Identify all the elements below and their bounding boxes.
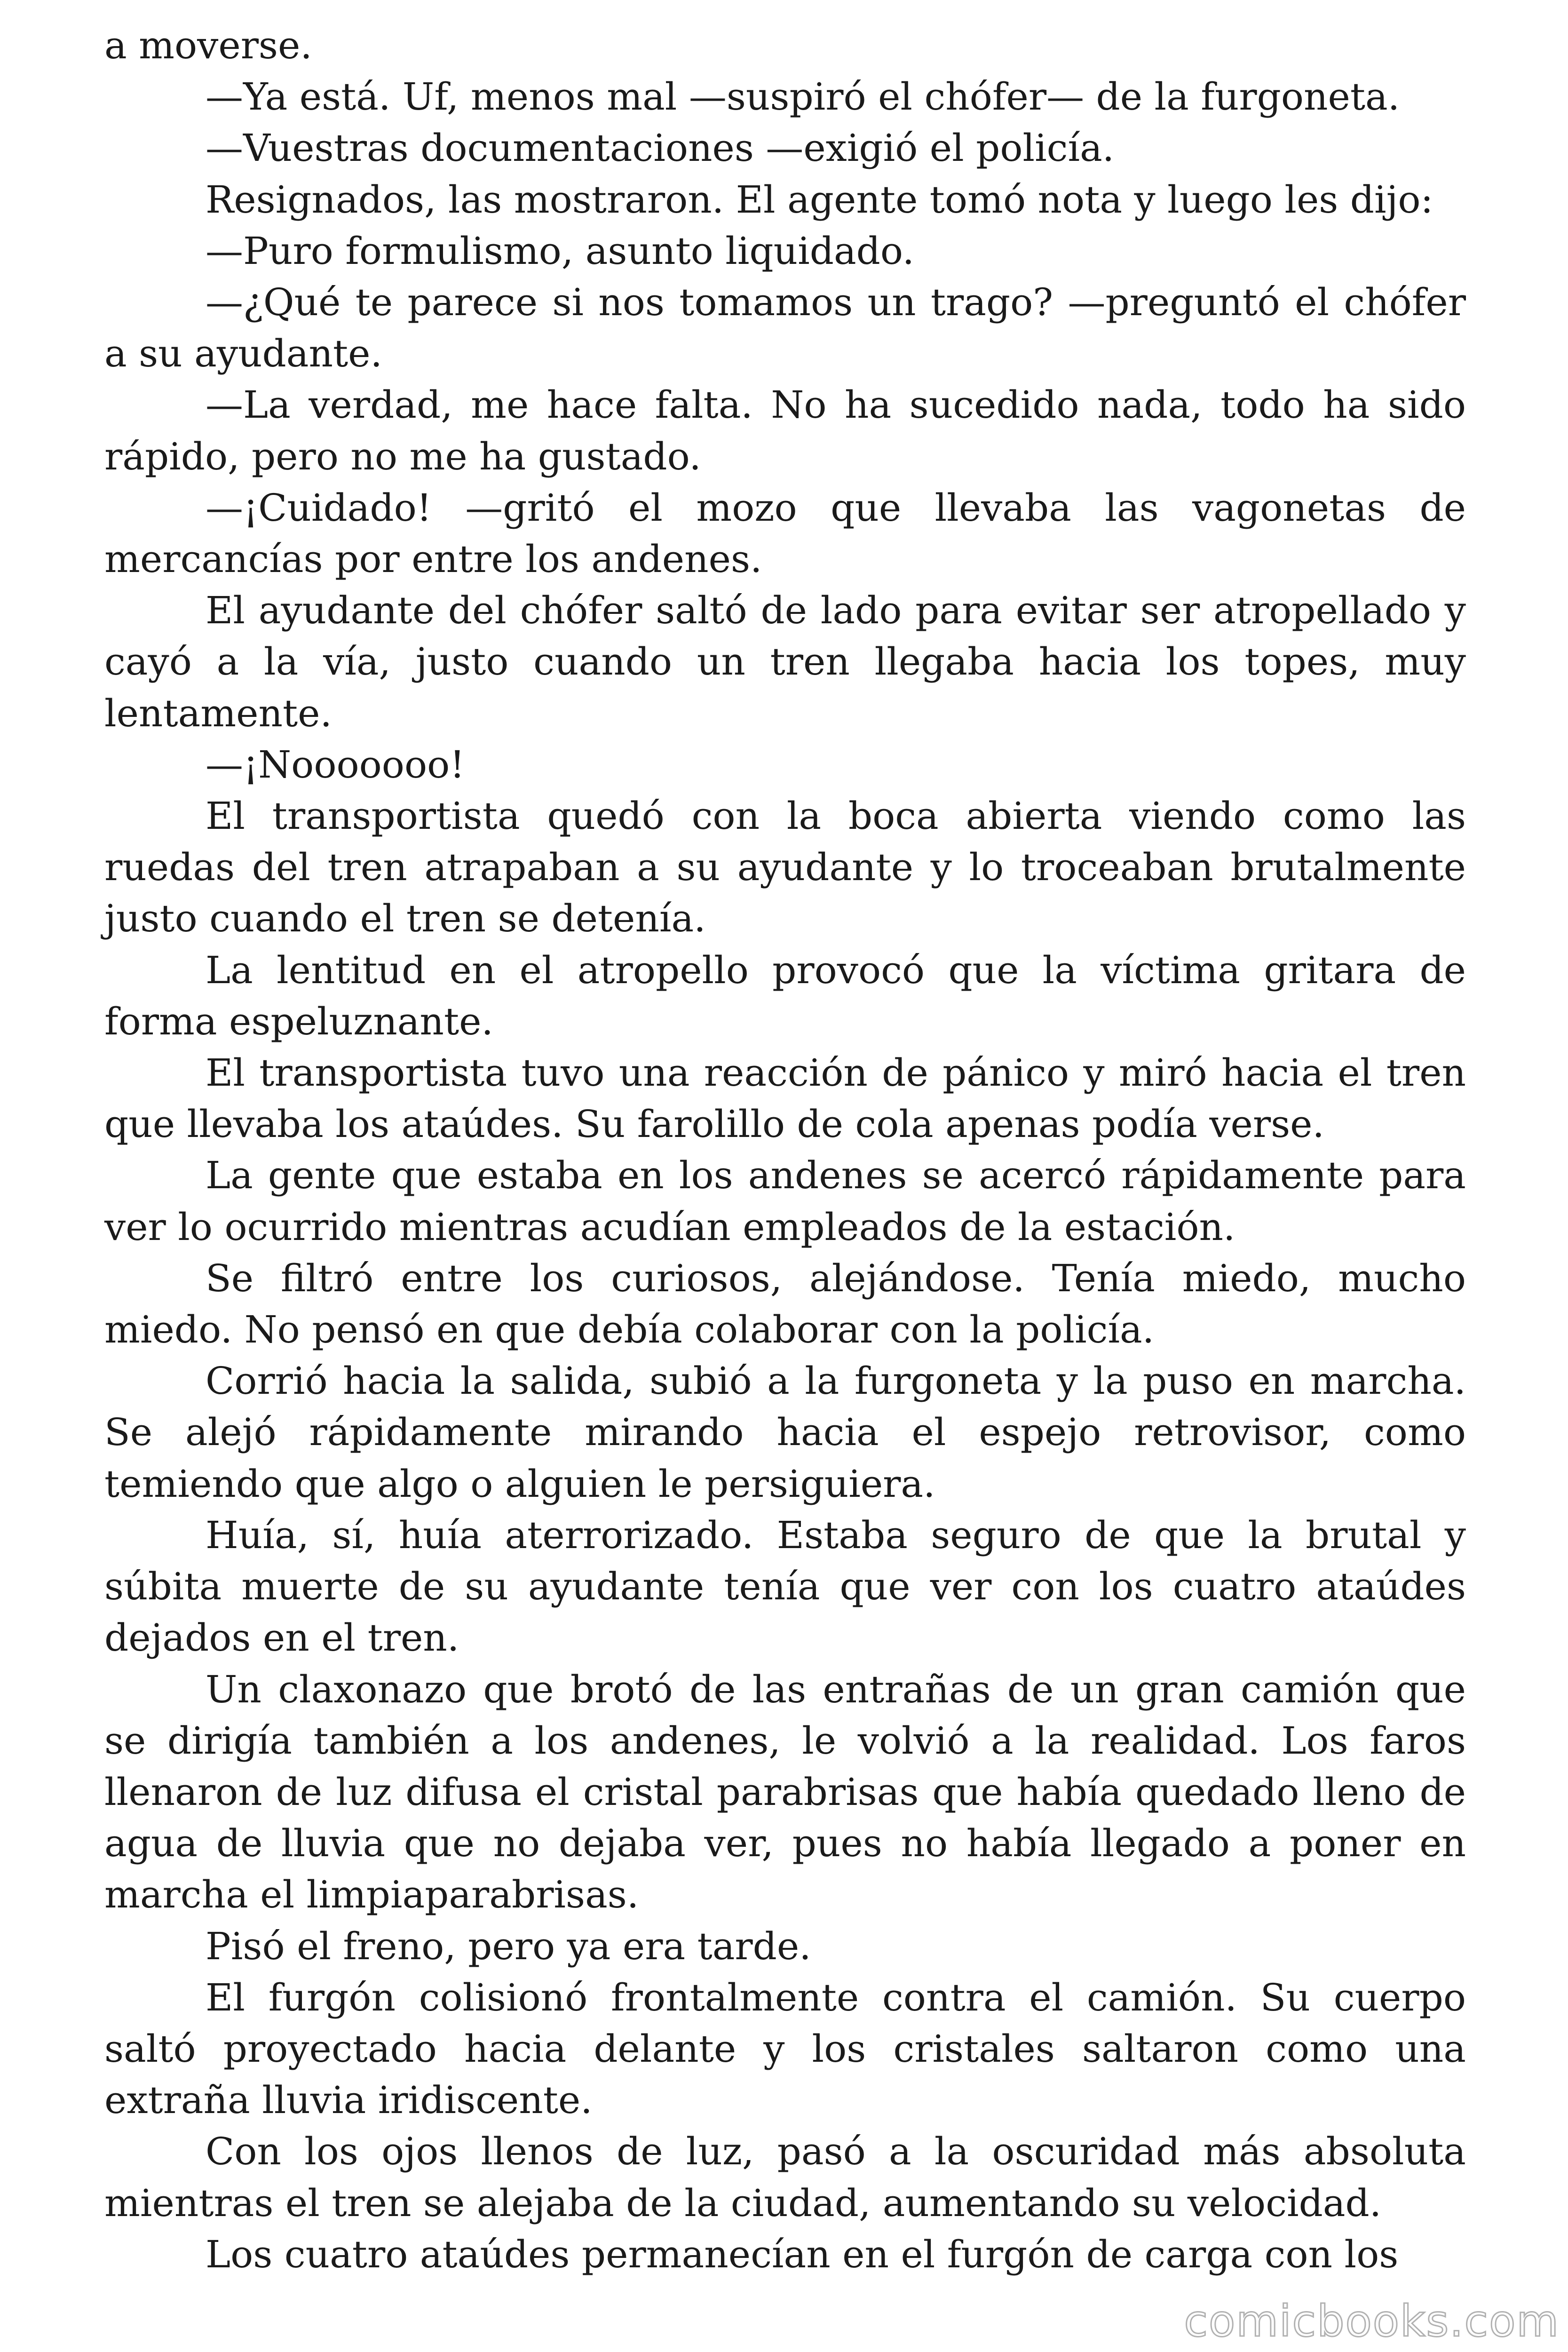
watermark: comicbooks.com [1184, 2296, 1560, 2346]
paragraph: —Vuestras documentaciones —exigió el policía. [206, 126, 1115, 170]
paragraph: El transportista tuvo una reacción de pánico y miró hacia el tren que llevaba los ataúdes. Su farolillo de cola apenas podía verse. [104, 1051, 1466, 1146]
paragraph: El furgón colisionó frontalmente contra el camión. Su cuerpo saltó proyectado hacia delante y los cristales saltaron como una extraña lluvia iridiscente. [104, 1975, 1466, 2122]
paragraph: Con los ojos llenos de luz, pasó a la oscuridad más absoluta mientras el tren se alejaba de la ciudad, aumentando su velocidad. [104, 2130, 1466, 2225]
paragraph: —Ya está. Uf, menos mal —suspiró el chófer— de la furgoneta. [206, 75, 1400, 119]
paragraph: Pisó el freno, pero ya era tarde. [206, 1924, 811, 1968]
paragraph: La lentitud en el atropello provocó que la víctima gritara de forma espeluznante. [104, 948, 1466, 1043]
paragraph: Huía, sí, huía aterrorizado. Estaba seguro de que la brutal y súbita muerte de su ayudante tenía que ver con los cuatro ataúdes dejados en el tren. [104, 1513, 1466, 1660]
paragraph: —¡Nooooooo! [206, 742, 465, 787]
paragraph: El transportista quedó con la boca abierta viendo como las ruedas del tren atrapaban a su ayudante y lo troceaban brutalmente justo cuando el tren se detenía. [104, 794, 1466, 941]
paragraph: —¡Cuidado! —gritó el mozo que llevaba las vagonetas de mercancías por entre los andenes. [104, 485, 1466, 581]
paragraph: El ayudante del chófer saltó de lado para evitar ser atropellado y cayó a la vía, justo cuando un tren llegaba hacia los topes, muy lentamente. [104, 588, 1466, 735]
paragraph: —Puro formulismo, asunto liquidado. [206, 229, 915, 273]
paragraph-continuation: a moverse. [104, 24, 312, 67]
paragraph: Corrió hacia la salida, subió a la furgoneta y la puso en marcha. Se alejó rápidamente mirando hacia el espejo retrovisor, como temiendo que algo o alguien le persiguiera. [104, 1359, 1466, 1506]
paragraph: Se filtró entre los curiosos, alejándose. Tenía miedo, mucho miedo. No pensó en que debía colaborar con la policía. [104, 1256, 1466, 1352]
page-text [104, 20, 1466, 2280]
paragraph: Los cuatro ataúdes permanecían en el furgón de carga con los [206, 2232, 1399, 2276]
paragraph: —¿Qué te parece si nos tomamos un trago? —preguntó el chófer a su ayudante. [104, 280, 1466, 376]
paragraph: Un claxonazo que brotó de las entrañas de un gran camión que se dirigía también a los andenes, le volvió a la realidad. Los faros llenaron de luz difusa el cristal parabrisas que había quedado lleno de agua de lluvia que no dejaba ver, pues no había llegado a poner en marcha el limpiaparabrisas. [104, 1667, 1466, 1917]
paragraph: —La verdad, me hace falta. No ha sucedido nada, todo ha sido rápido, pero no me ha gustado. [104, 383, 1466, 478]
paragraph: Resignados, las mostraron. El agente tomó nota y luego les dijo: [206, 177, 1433, 222]
paragraph: La gente que estaba en los andenes se acercó rápidamente para ver lo ocurrido mientras acudían empleados de la estación. [104, 1153, 1466, 1249]
